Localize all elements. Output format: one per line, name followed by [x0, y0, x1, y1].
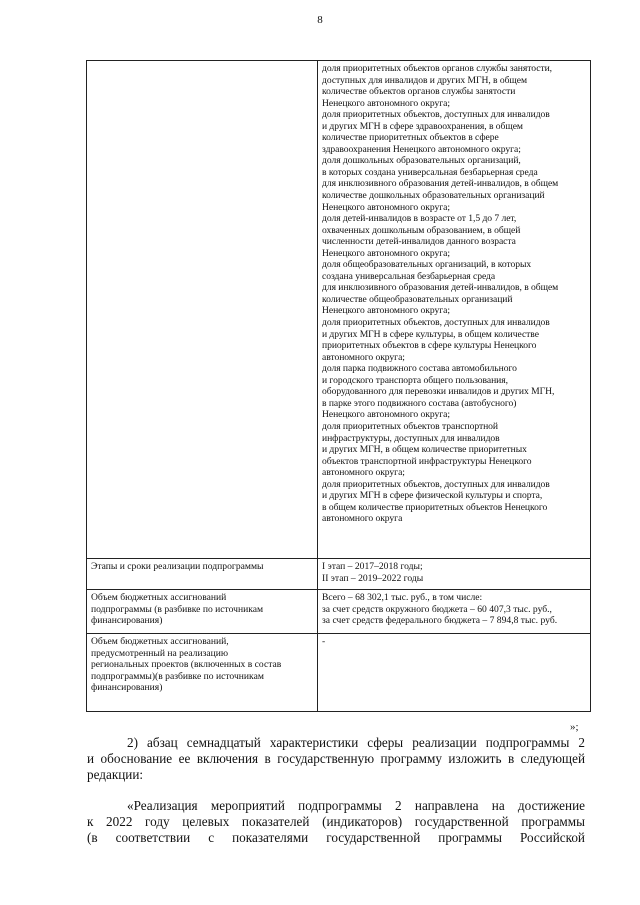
indicator-line: Ненецкого автономного округа; — [322, 305, 450, 317]
indicator-line: доля приоритетных объектов, доступных для инвалидов — [322, 317, 550, 329]
indicator-line: Ненецкого автономного округа; — [322, 409, 450, 421]
table-cell-stages-value — [318, 559, 591, 590]
indicator-line: в парке этого подвижного состава (автобусного) — [322, 397, 517, 409]
table-row-budget — [87, 590, 591, 634]
paragraph-line: редакции: — [87, 767, 144, 783]
indicator-line: доля детей-инвалидов в возрасте от 1,5 до 7 лет, — [322, 213, 517, 225]
amendment-paragraph — [87, 735, 585, 784]
budget-value-line: Всего – 68 302,1 тыс. руб., в том числе: — [322, 592, 483, 603]
indicator-line: доля приоритетных объектов органов службы занятости, — [322, 63, 553, 74]
quoted-paragraph — [87, 798, 585, 847]
indicator-line: автономного округа; — [322, 351, 405, 363]
indicator-line: Ненецкого автономного округа; — [322, 97, 450, 109]
budget-label-line: подпрограммы (в разбивке по источникам — [91, 603, 264, 615]
regional-label-line: региональных проектов (включенных в состав — [91, 659, 282, 671]
indicator-line: приоритетных объектов в сфере культуры Ненецкого — [322, 340, 537, 352]
indicator-line: Ненецкого автономного округа; — [322, 201, 450, 213]
indicator-line: доля дошкольных образовательных организаций, — [322, 155, 521, 167]
indicator-line: автономного округа; — [322, 467, 405, 479]
table-row-stages — [87, 559, 591, 590]
indicator-line: количестве объектов органов службы занятости — [322, 86, 516, 98]
indicator-line: и других МГН в сфере культуры, в общем количестве — [322, 328, 539, 340]
indicator-line: доля приоритетных объектов, доступных для инвалидов — [322, 109, 550, 121]
regional-label-line: предусмотренный на реализацию — [91, 647, 229, 659]
table-cell-budget-value — [318, 590, 591, 634]
indicator-line: в общем количестве приоритетных объектов Ненецкого — [322, 501, 548, 513]
indicator-line: доля общеобразовательных организаций, в которых — [322, 259, 532, 271]
indicator-line: количестве общеобразовательных организаций — [322, 293, 513, 305]
indicator-line: объектов транспортной инфраструктуры Ненецкого — [322, 455, 532, 467]
indicator-line: и городского транспорта общего пользования, — [322, 374, 508, 386]
table-cell-regional-label — [87, 634, 318, 712]
paragraph-line: «Реализация мероприятий подпрограммы 2 направлена на достижение — [127, 798, 585, 813]
indicator-line: здравоохранения Ненецкого автономного округа; — [322, 143, 521, 155]
indicator-line: и других МГН в сфере здравоохранения, в общем — [322, 120, 523, 132]
budget-label-line: финансирования) — [91, 615, 163, 627]
paragraph-line: 2) абзац семнадцатый характеристики сферы реализации подпрограммы 2 — [127, 735, 585, 750]
table-cell-stages-label: Этапы и сроки реализации подпрограммы — [87, 559, 318, 590]
indicator-line: доля парка подвижного состава автомобильного — [322, 363, 517, 375]
indicator-line: доля приоритетных объектов, доступных для инвалидов — [322, 478, 550, 490]
table-cell-budget-label — [87, 590, 318, 634]
table-cell-left-empty — [87, 61, 318, 559]
regional-label-line: финансирования) — [91, 682, 163, 694]
indicator-line: доля приоритетных объектов транспортной — [322, 420, 499, 432]
indicator-line: численности детей-инвалидов данного возраста — [322, 236, 516, 248]
indicator-line: и других МГН, в общем количестве приоритетных — [322, 444, 527, 456]
table-row-regional-projects — [87, 634, 591, 712]
closing-quote: »; — [570, 721, 579, 733]
budget-value-line: за счет средств окружного бюджета – 60 407,3 тыс. руб., — [322, 603, 552, 615]
table-cell-indicators — [318, 61, 591, 559]
indicator-line: инфраструктуры, доступных для инвалидов — [322, 432, 500, 444]
indicator-line: для инклюзивного образования детей-инвалидов, в общем — [322, 178, 559, 190]
regional-label-line: Объем бюджетных ассигнований, — [91, 636, 229, 647]
page-number: 8 — [317, 14, 323, 26]
indicator-line: количестве дошкольных образовательных организаций — [322, 190, 545, 202]
indicator-line: доступных для инвалидов и других МГН, в общем — [322, 74, 527, 86]
indicator-line: и других МГН в сфере физической культуры и спорта, — [322, 490, 543, 502]
budget-value-line: за счет средств федерального бюджета – 7 894,8 тыс. руб. — [322, 615, 558, 627]
indicator-line: охваченных дошкольным образованием, в общей — [322, 224, 521, 236]
subprogram-passport-table — [86, 60, 591, 712]
paragraph-line: к 2022 году целевых показателей (индикаторов) государственной программы — [87, 814, 585, 830]
stage-line: I этап – 2017–2018 годы; — [322, 561, 423, 572]
indicator-line: для инклюзивного образования детей-инвалидов, в общем — [322, 282, 559, 294]
table-cell-regional-value: - — [318, 634, 591, 712]
indicator-line: в которых создана универсальная безбарьерная среда — [322, 166, 538, 178]
paragraph-line: (в соответствии с показателями государственной программы Российской — [87, 830, 585, 846]
indicator-line: количестве приоритетных объектов в сфере — [322, 132, 499, 144]
budget-label-line: Объем бюджетных ассигнований — [91, 592, 227, 603]
indicator-line: создана универсальная безбарьерная среда — [322, 270, 496, 282]
table-row-indicators — [87, 61, 591, 559]
indicator-line: оборудованного для перевозки инвалидов и других МГН, — [322, 386, 555, 398]
regional-label-line: подпрограммы)(в разбивке по источникам — [91, 670, 264, 682]
paragraph-line: и обоснование ее включения в государственную программу изложить в следующей — [87, 751, 585, 767]
indicator-line: Ненецкого автономного округа; — [322, 247, 450, 259]
indicator-line: автономного округа — [322, 513, 403, 525]
stage-line: II этап – 2019–2022 годы — [322, 572, 424, 584]
